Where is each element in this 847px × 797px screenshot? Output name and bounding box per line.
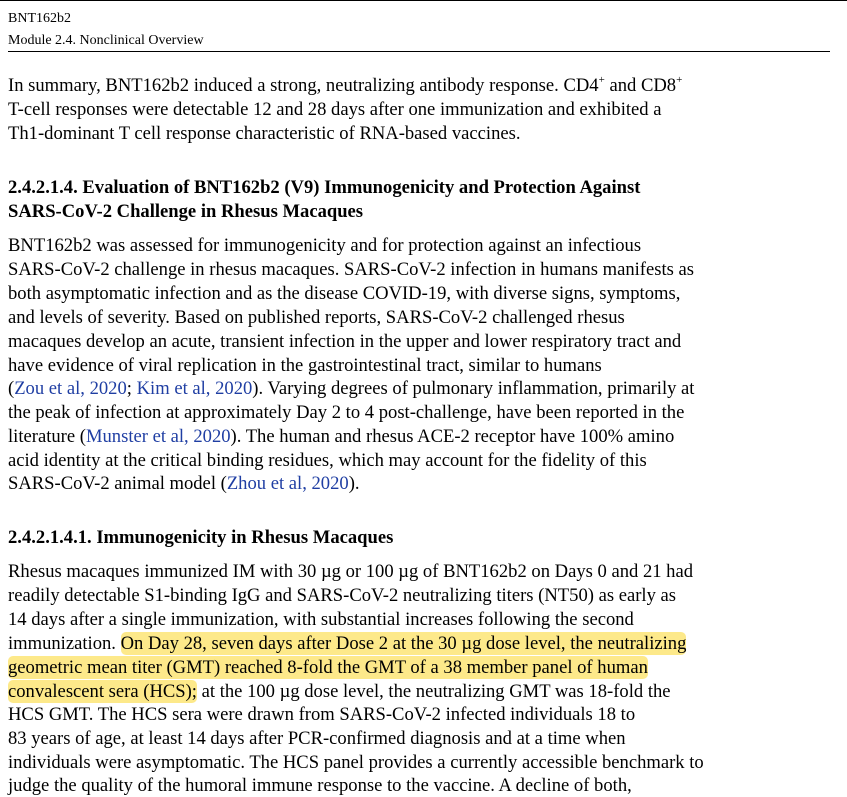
summary-line-2: T-cell responses were detectable 12 and 28 days after one immunization and exhibited a — [8, 99, 662, 120]
para2-line-7: HCS GMT. The HCS sera were drawn from SARS-CoV-2 infected individuals 18 to — [8, 704, 636, 725]
ref-link-zhou[interactable]: Zhou et al, 2020 — [226, 473, 349, 494]
para1-line-2: SARS-CoV-2 challenge in rhesus macaques. SARS-CoV-2 infection in humans manifests as — [8, 259, 695, 280]
para1-line-7: (Zou et al, 2020; Kim et al, 2020). Varying degrees of pulmonary inflammation, primarily at — [8, 378, 695, 399]
para2-line-6: convalescent sera (HCS); at the 100 µg dose level, the neutralizing GMT was 18-fold the — [8, 681, 671, 702]
para1-line-9: literature (Munster et al, 2020). The human and rhesus ACE-2 receptor have 100% amino — [8, 426, 675, 447]
para2-line-10: judge the quality of the humoral immune response to the vaccine. A decline of both, — [8, 775, 632, 796]
header-product: BNT162b2 — [8, 11, 71, 26]
para1-line-3: both asymptomatic infection and as the disease COVID-19, with diverse signs, symptoms, — [8, 283, 681, 304]
para2-line-5 — [8, 657, 648, 679]
ref-link-kim[interactable]: Kim et al, 2020 — [136, 378, 253, 399]
para2-line-4: immunization. On Day 28, seven days after Dose 2 at the 30 µg dose level, the neutralizing — [8, 633, 687, 654]
summary-line-1: In summary, BNT162b2 induced a strong, neutralizing antibody response. CD4+ and CD8+ — [8, 73, 683, 96]
highlight-segment-3: convalescent sera (HCS); — [8, 681, 197, 702]
para1-line-6: have evidence of viral replication in the gastrointestinal tract, similar to humans — [8, 355, 602, 376]
ref-link-munster[interactable]: Munster et al, 2020 — [85, 426, 231, 447]
para1-line-10: acid identity at the critical binding residues, which may account for the fidelity of this — [8, 450, 647, 471]
para2-line-2: readily detectable S1-binding IgG and SARS-CoV-2 neutralizing titers (NT50) as early as — [8, 585, 677, 606]
highlight-segment-2: geometric mean titer (GMT) reached 8-fold the GMT of a 38 member panel of human — [8, 657, 648, 678]
para1-line-11: SARS-CoV-2 animal model (Zhou et al, 2020). — [8, 473, 360, 494]
summary-line-3: Th1-dominant T cell response characteristic of RNA-based vaccines. — [8, 123, 521, 144]
highlight-segment-1: On Day 28, seven days after Dose 2 at the 30 µg dose level, the neutralizing — [120, 633, 687, 654]
section-heading-line-1: 2.4.2.1.4. Evaluation of BNT162b2 (V9) Immunogenicity and Protection Against — [8, 177, 641, 198]
para2-line-8: 83 years of age, at least 14 days after PCR-confirmed diagnosis and at a time when — [8, 728, 626, 749]
para1-line-8: the peak of infection at approximately Day 2 to 4 post-challenge, have been reported in the — [8, 402, 685, 423]
para2-line-9: individuals were asymptomatic. The HCS panel provides a currently accessible benchmark to — [8, 752, 704, 773]
ref-link-zou[interactable]: Zou et al, 2020 — [14, 378, 127, 399]
para2-line-1: Rhesus macaques immunized IM with 30 µg or 100 µg of BNT162b2 on Days 0 and 21 had — [8, 561, 694, 582]
top-border — [0, 0, 847, 1]
subsection-heading: 2.4.2.1.4.1. Immunogenicity in Rhesus Macaques — [8, 527, 394, 548]
header-module: Module 2.4. Nonclinical Overview — [8, 33, 204, 48]
section-heading-line-2: SARS-CoV-2 Challenge in Rhesus Macaques — [8, 201, 364, 222]
para1-line-1: BNT162b2 was assessed for immunogenicity and for protection against an infectious — [8, 235, 642, 256]
para2-line-3: 14 days after a single immunization, with substantial increases following the second — [8, 609, 634, 630]
para1-line-5: macaques develop an acute, transient infection in the upper and lower respiratory tract and — [8, 331, 682, 352]
para1-line-4: and levels of severity. Based on published reports, SARS-CoV-2 challenged rhesus — [8, 307, 625, 328]
header-rule — [8, 51, 830, 52]
